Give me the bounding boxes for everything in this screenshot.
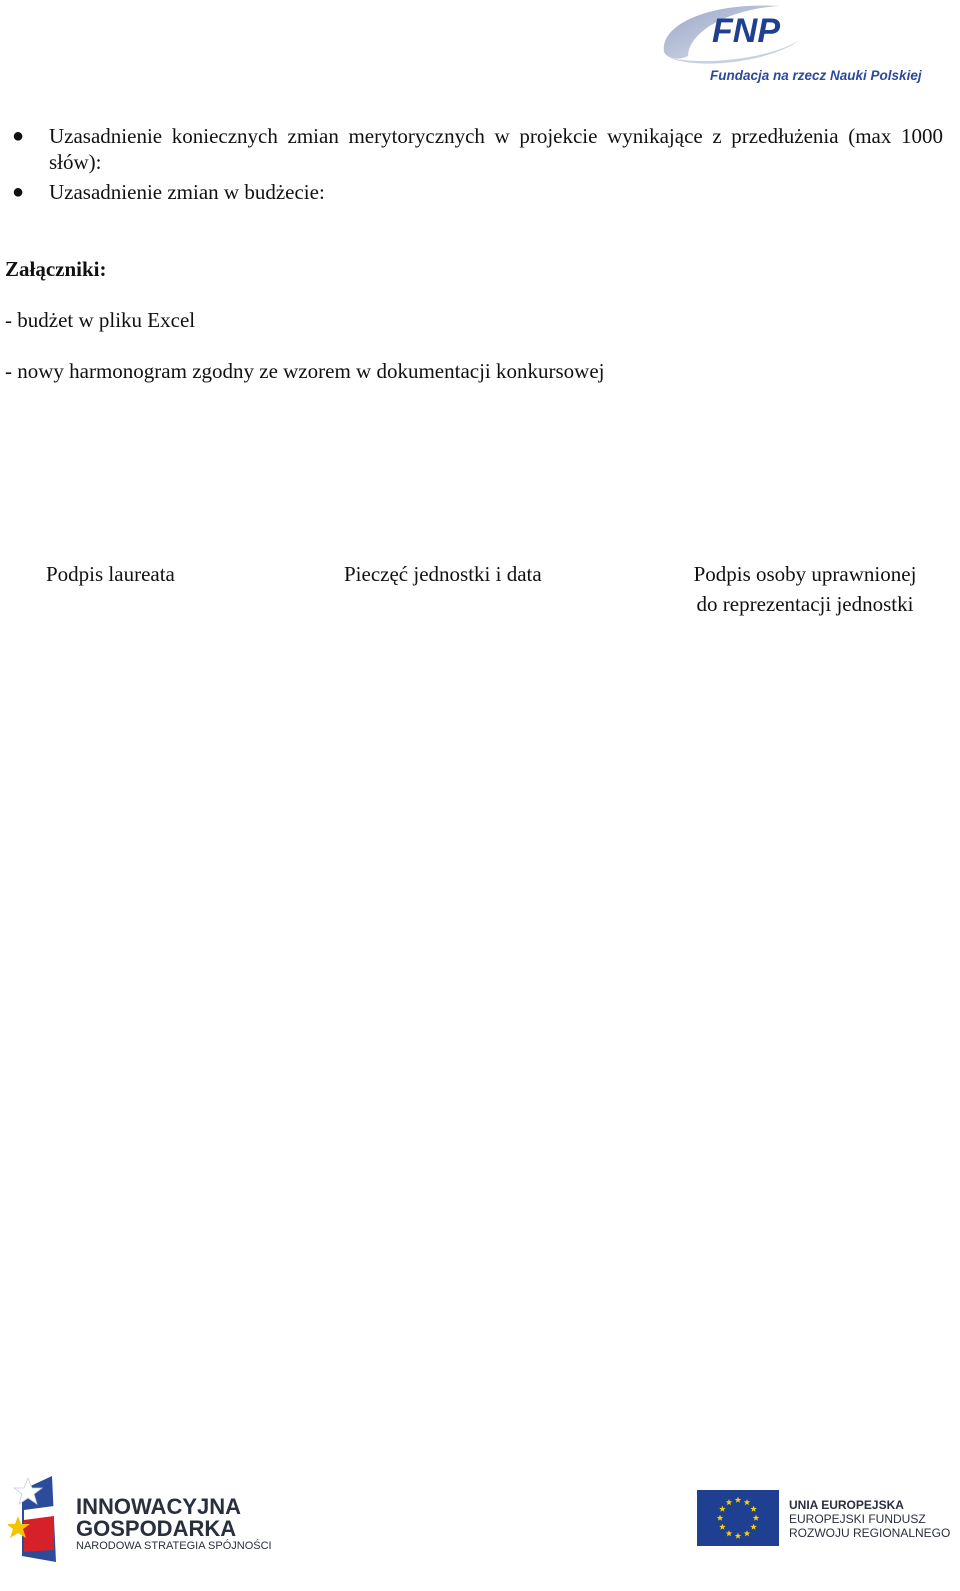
signature-authorized-line2: do reprezentacji jednostki: [696, 592, 914, 616]
signature-authorized-line1: Podpis osoby uprawnionej: [693, 562, 917, 586]
eu-flag-icon: [697, 1490, 779, 1546]
ig-logo-line3: NARODOWA STRATEGIA SPÓJNOŚCI: [76, 1540, 272, 1552]
eu-logo: [697, 1490, 951, 1550]
bullet-text: Uzasadnienie koniecznych zmian merytorycznych w projekcie wynikające z przedłużenia (max 1000 słów):: [49, 124, 943, 174]
attachments-heading: Załączniki:: [5, 257, 107, 281]
innowacyjna-gospodarka-logo: [8, 1476, 272, 1562]
eu-logo-line1: UNIA EUROPEJSKA: [789, 1498, 904, 1512]
attachment-item: - budżet w pliku Excel: [5, 308, 196, 332]
bullet-dot-icon: ●: [12, 181, 25, 203]
signature-stamp: Pieczęć jednostki i data: [344, 562, 542, 586]
eu-logo-line2: EUROPEJSKI FUNDUSZ: [789, 1512, 926, 1526]
bullet-item: [0, 123, 960, 179]
bullet-item: [0, 179, 960, 209]
fnp-logo-word: FNP: [712, 12, 780, 50]
bullet-text: Uzasadnienie zmian w budżecie:: [49, 180, 325, 204]
fnp-logo: [660, 0, 960, 92]
ig-logo-line2: GOSPODARKA: [76, 1516, 237, 1541]
signature-authorized: [670, 559, 940, 619]
poland-star-flag-icon: [8, 1476, 68, 1562]
fnp-logo-subtitle: Fundacja na rzecz Nauki Polskiej: [710, 68, 922, 83]
ig-logo-line1: INNOWACYJNA: [76, 1494, 242, 1519]
eu-logo-line3: ROZWOJU REGIONALNEGO: [789, 1526, 951, 1540]
bullet-dot-icon: ●: [12, 125, 25, 147]
signature-laureate: Podpis laureata: [46, 562, 175, 586]
attachment-item: - nowy harmonogram zgodny ze wzorem w dokumentacji konkursowej: [5, 359, 605, 383]
